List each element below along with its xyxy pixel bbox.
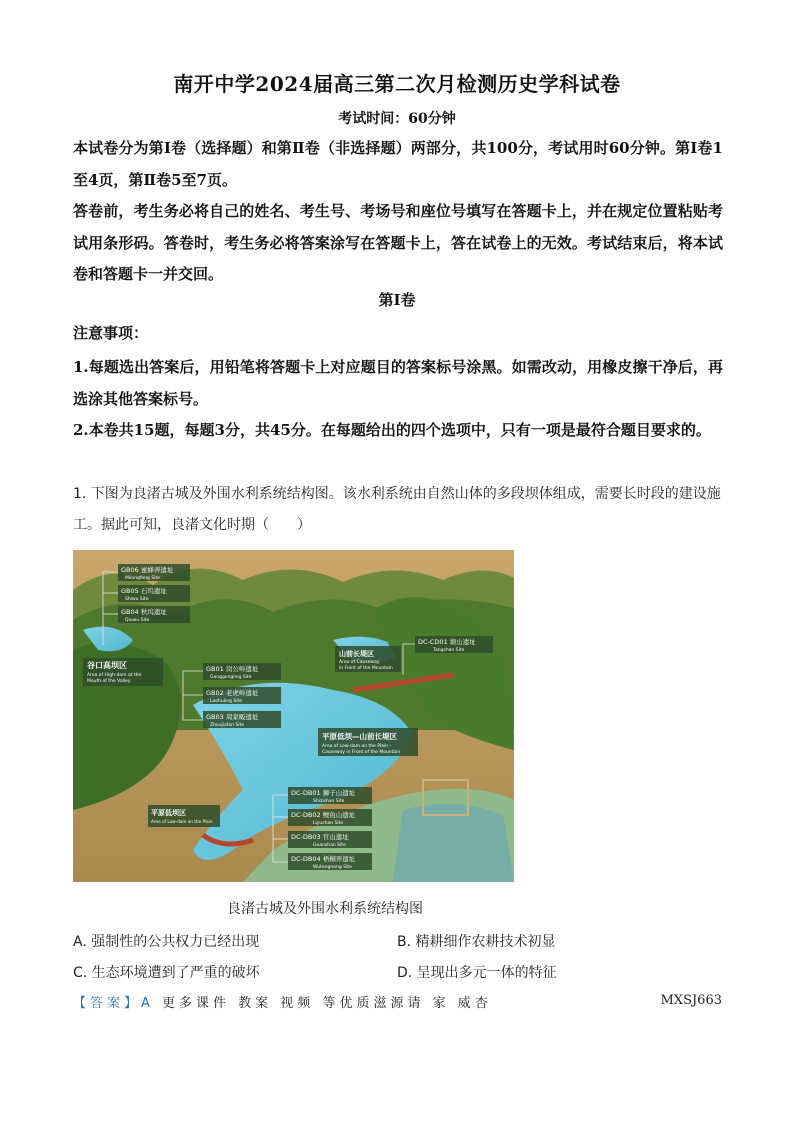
option-b: B. 精耕细作农耕技术初显 bbox=[397, 934, 556, 950]
footer-line bbox=[73, 992, 492, 1011]
label-db01: DC-DB01 狮子山遗址 bbox=[291, 789, 356, 797]
label-gb05-en: Shiwu Site bbox=[125, 597, 149, 602]
label-plain-en: Area of Low-dam on the Plain bbox=[151, 819, 213, 824]
label-gb06: GB06 蜜蜂弄遗址 bbox=[121, 566, 174, 574]
exam-time: 考试时间：60分钟 bbox=[338, 111, 456, 127]
label-valley-en-1: Area of High-dam at the bbox=[87, 673, 142, 678]
label-plain-mountain-zone: 平原低坝—山前长堤区 bbox=[322, 732, 397, 741]
label-db04-en: Wutongnong Site bbox=[313, 865, 352, 870]
intro-paragraph-1: 本试卷分为第Ⅰ卷（选择题）和第Ⅱ卷（非选择题）两部分，共100分，考试用时60分钟。第Ⅰ卷1至4页，第Ⅱ卷5至7页。 bbox=[73, 139, 723, 189]
label-gb02: GB02 老虎岭遗址 bbox=[206, 689, 259, 697]
footer-ad-text: 更多课件 教案 视频 等优质滋源请 家 威杏 bbox=[162, 996, 492, 1011]
label-plain-zone: 平原低坝区 bbox=[151, 809, 186, 817]
question-1-stem: 1. 下图为良渚古城及外围水利系统结构图。该水利系统由自然山体的多段坝体组成，需要长时段的建设施工。据此可知，良渚文化时期（ ） bbox=[73, 486, 721, 533]
label-gb06-en: Milongfeng Site bbox=[125, 576, 160, 581]
label-gb02-en: Laohuling Site bbox=[210, 699, 243, 704]
label-db04: DC-DB04 梧桐弄遗址 bbox=[291, 855, 356, 863]
label-plain-mountain-en-1: Area of Low-dam on the Plain - bbox=[322, 744, 392, 749]
section-heading: 第Ⅰ卷 bbox=[378, 291, 416, 309]
label-cd01-en: Tangshan Site bbox=[433, 648, 465, 653]
label-gb01-en: Ganggongling Site bbox=[210, 675, 252, 680]
label-db03: DC-DB03 官山遗址 bbox=[291, 833, 349, 841]
label-gb03: GB03 周家畈遗址 bbox=[206, 713, 259, 721]
option-d: D. 呈现出多元一体的特征 bbox=[397, 965, 557, 981]
label-gb04: GB04 秋坞遗址 bbox=[121, 608, 167, 616]
label-db03-en: Guanshan Site bbox=[313, 843, 346, 848]
label-gb04-en: Qiuwu Site bbox=[125, 618, 150, 623]
label-mountain-zone: 山前长堤区 bbox=[339, 650, 374, 658]
notice-item-1: 1.每题选出答案后，用铅笔将答题卡上对应题目的答案标号涂黑。如需改动，用橡皮擦干净后，再选涂其他答案标号。 bbox=[73, 358, 723, 408]
notice-title: 注意事项： bbox=[73, 324, 149, 342]
intro-paragraph-2: 答卷前，考生务必将自己的姓名、考生号、考场号和座位号填写在答题卡上，并在规定位置粘贴考试用条形码。答卷时，考生务必将答案涂写在答题卡上，答在试卷上的无效。考试结束后，将本试卷和答题卡一并交回。 bbox=[73, 202, 723, 283]
label-valley-zone: 谷口高坝区 bbox=[87, 661, 127, 670]
label-db02: DC-DB02 鲤鱼山遗址 bbox=[291, 811, 356, 819]
water-system-map bbox=[73, 550, 514, 882]
label-valley-en-2: Mouth of the Valley bbox=[87, 679, 131, 684]
figure-caption: 良渚古城及外围水利系统结构图 bbox=[227, 901, 423, 917]
option-a: A. 强制性的公共权力已经出现 bbox=[73, 934, 260, 950]
label-plain-mountain-en-2: Causeway in Front of the Mountain bbox=[322, 750, 401, 755]
label-gb03-en: Zhoujiafan Site bbox=[210, 723, 245, 728]
label-cd01: DC-CD01 塘山遗址 bbox=[418, 638, 476, 646]
label-gb01: GB01 岗公岭遗址 bbox=[206, 665, 259, 673]
label-db02-en: Liyushan Site bbox=[313, 821, 344, 826]
label-mountain-en-1: Area of Causeway bbox=[339, 660, 380, 665]
answer-label: 【答案】A bbox=[73, 996, 154, 1011]
label-gb05: GB05 石坞遗址 bbox=[121, 587, 167, 595]
notice-item-2: 2.本卷共15题，每题3分，共45分。在每题给出的四个选项中，只有一项是最符合题目要求的。 bbox=[73, 421, 711, 439]
document-code: MXSJ663 bbox=[660, 993, 722, 1008]
label-db01-en: Shizishan Site bbox=[313, 799, 345, 804]
exam-title: 南开中学2024届高三第二次月检测历史学科试卷 bbox=[173, 72, 621, 96]
label-mountain-en-2: in Front of the Mountain bbox=[339, 666, 393, 671]
option-c: C. 生态环境遭到了严重的破坏 bbox=[73, 965, 260, 981]
